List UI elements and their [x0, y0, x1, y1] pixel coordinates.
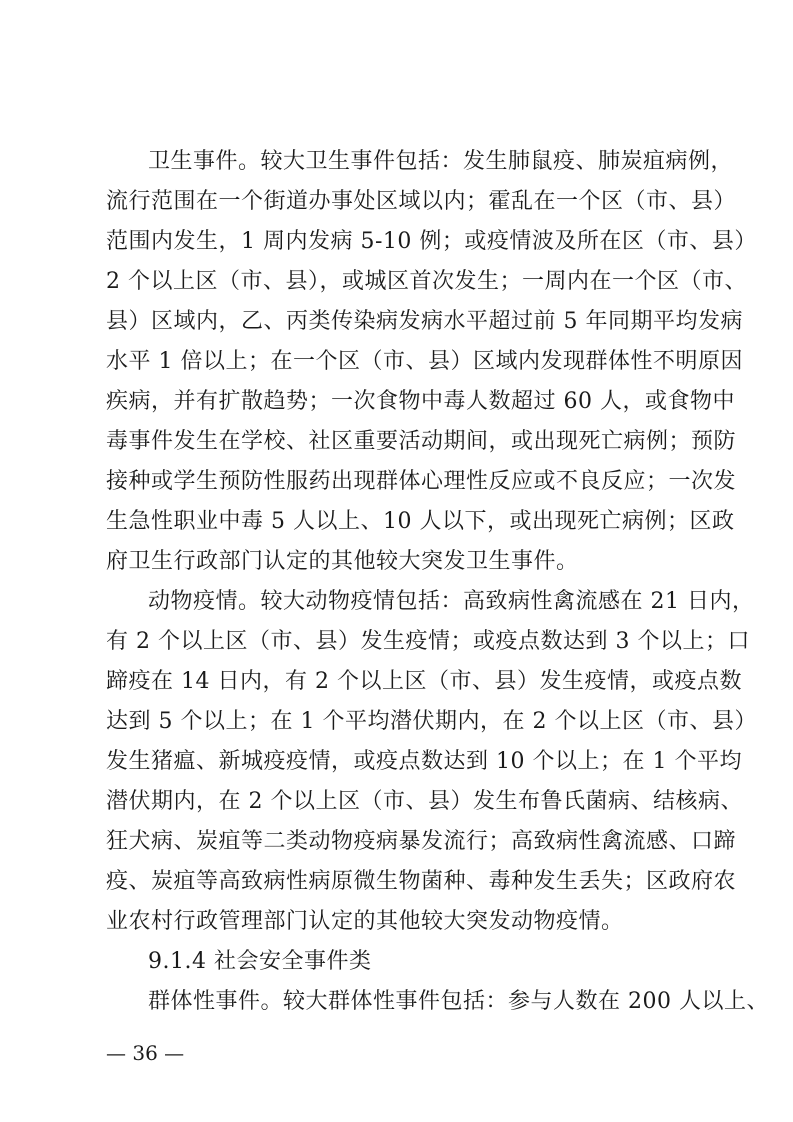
paragraph-line: 水平 1 倍以上；在一个区（市、县）区域内发现群体性不明原因: [106, 349, 743, 374]
paragraph-line: 群体性事件。较大群体性事件包括：参与人数在 200 人以上、: [148, 989, 769, 1014]
paragraph-line: 县）区域内，乙、丙类传染病发病水平超过前 5 年同期平均发病: [106, 309, 743, 334]
paragraph-line: 府卫生行政部门认定的其他较大突发卫生事件。: [106, 549, 579, 574]
paragraph-line: 毒事件发生在学校、社区重要活动期间，或出现死亡病例；预防: [106, 429, 737, 454]
paragraph-line: 范围内发生，1 周内发病 5-10 例；或疫情波及所在区（市、县）: [106, 229, 757, 254]
paragraph-line: 疾病，并有扩散趋势；一次食物中毒人数超过 60 人，或食物中: [106, 389, 735, 414]
page-number: — 36 —: [106, 1041, 185, 1065]
paragraph-line: 疫、炭疽等高致病性病原微生物菌种、毒种发生丢失；区政府农: [106, 869, 737, 894]
paragraph-line: 蹄疫在 14 日内，有 2 个以上区（市、县）发生疫情，或疫点数: [106, 669, 742, 694]
paragraph-line: 有 2 个以上区（市、县）发生疫情；或疫点数达到 3 个以上；口: [106, 629, 750, 654]
paragraph-line: 潜伏期内，在 2 个以上区（市、县）发生布鲁氏菌病、结核病、: [106, 789, 743, 814]
paragraph-line: 动物疫情。较大动物疫情包括：高致病性禽流感在 21 日内，: [148, 589, 755, 614]
paragraph-line: 狂犬病、炭疽等二类动物疫病暴发流行；高致病性禽流感、口蹄: [106, 829, 737, 854]
paragraph-line: 2 个以上区（市、县），或城区首次发生；一周内在一个区（市、: [106, 269, 747, 294]
paragraph-line: 生急性职业中毒 5 人以上、10 人以下，或出现死亡病例；区政: [106, 509, 735, 534]
section-heading: 9.1.4 社会安全事件类: [148, 949, 372, 974]
paragraph-line: 发生猪瘟、新城疫疫情，或疫点数达到 10 个以上；在 1 个平均: [106, 749, 742, 774]
paragraph-line: 达到 5 个以上；在 1 个平均潜伏期内，在 2 个以上区（市、县）: [106, 709, 757, 734]
paragraph-line: 卫生事件。较大卫生事件包括：发生肺鼠疫、肺炭疽病例，: [148, 149, 734, 174]
paragraph-line: 流行范围在一个街道办事处区域以内；霍乱在一个区（市、县）: [106, 189, 737, 214]
paragraph-line: 业农村行政管理部门认定的其他较大突发动物疫情。: [106, 909, 624, 934]
paragraph-line: 接种或学生预防性服药出现群体心理性反应或不良反应；一次发: [106, 469, 737, 494]
